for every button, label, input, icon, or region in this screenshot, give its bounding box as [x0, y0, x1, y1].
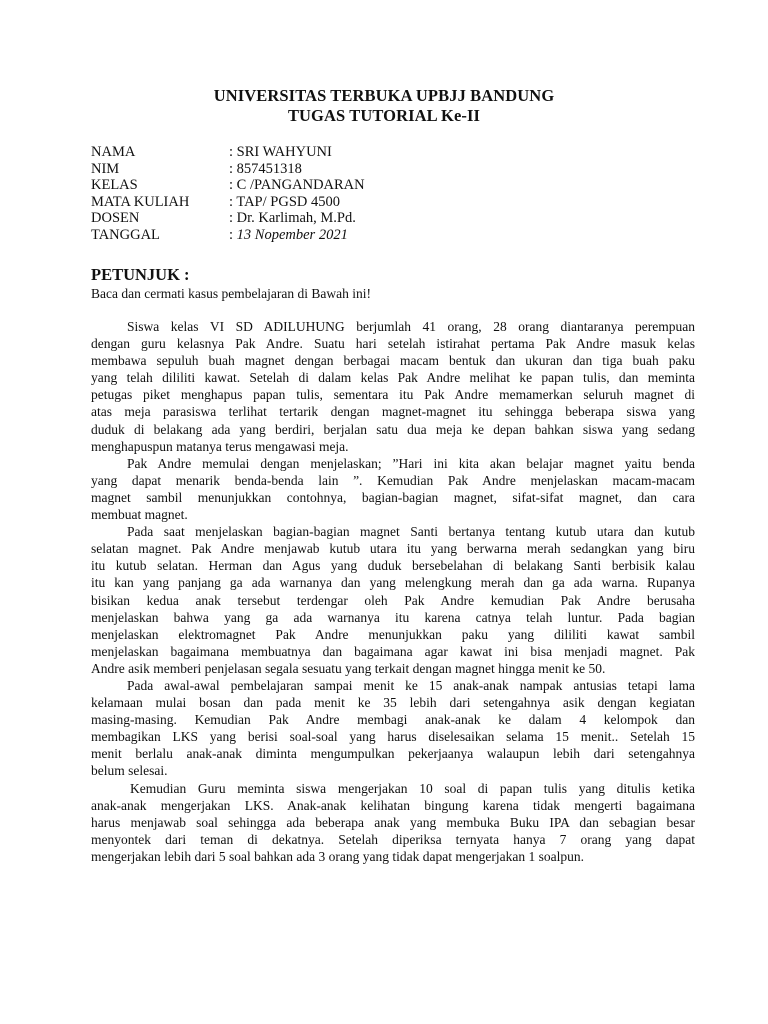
text-line: belum selesai. [91, 763, 168, 779]
text-line: menjelaskan bahwa yang ga ada warnanya itu karena catnya telah luntur. Pada bagian [91, 609, 695, 625]
text-line: yang telah dililiti kawat. Setelah di dalam kelas Pak Andre melihat ke papan tulis, dan meminta [91, 370, 695, 386]
text-line: bisikan kedua anak tersebut terdengar oleh Pak Andre kemudian Pak Andre berusaha [91, 592, 695, 608]
text-line: Siswa kelas VI SD ADILUHUNG berjumlah 41 orang, 28 orang diantaranya perempuan [127, 319, 695, 334]
info-row-kelas [91, 177, 365, 194]
text-line: atas meja parasiswa terlihat tertarik dengan magnet-magnet itu sehingga beberapa siswa yang [91, 404, 695, 420]
text-line: Pada saat menjelaskan bagian-bagian magnet Santi bertanya tentang kutub utara dan kutub [127, 524, 695, 540]
text-line: Andre asik memberi penjelasan segala sesuatu yang terkait dengan magnet hingga menit ke 50. [91, 660, 606, 676]
info-value-prefix: : [229, 226, 237, 243]
text-line: Pada awal-awal pembelajaran sampai menit ke 15 anak-anak nampak antusias tetapi lama [127, 677, 695, 693]
text-line: dengan guru kelasnya Pak Andre. Suatu hari setelah istirahat pertama Pak Andre masuk kelas [91, 336, 695, 352]
text-line: membuat magnet. [91, 507, 188, 523]
text-line: duduk di belakang ada yang berdiri, berjalan satu dua meja ke depan bahkan siswa yang sedang [91, 421, 695, 437]
text-line: magnet sambil menunjukkan contohnya, bagian-bagian magnet, sifat-sifat magnet, dan cara [91, 489, 695, 505]
text-line: kelamaan mulai bosan dan pada menit ke 35 lebih dari setengahnya asik dengan kegiatan [91, 695, 695, 711]
petunjuk-text: Baca dan cermati kasus pembelajaran di Bawah ini! [91, 286, 372, 301]
text-line: menjelaskan elektromagnet Pak Andre menunjukkan paku yang dililiti kawat sambil [91, 626, 695, 642]
assignment-title: TUGAS TUTORIAL Ke-II [287, 106, 481, 125]
text-line: selatan magnet. Pak Andre menjawab kutub utara itu yang berwarna merah sedangkan yang biru [91, 541, 695, 557]
info-value: : C /PANGANDARAN [229, 177, 365, 194]
info-row-nama [91, 144, 365, 161]
info-label: MATA KULIAH [91, 193, 190, 210]
info-label: TANGGAL [91, 226, 160, 243]
info-value: : Dr. Karlimah, M.Pd. [229, 210, 356, 227]
text-line: menyontek dari teman di dekatnya. Setelah diperiksa ternyata hanya 7 orang yang dapat [91, 831, 695, 847]
text-line: menit berlalu anak-anak diminta mengumpulkan pekerjaanya walaupun lebih dari setengahnya [91, 746, 695, 762]
text-line: anak-anak mengerjakan LKS. Anak-anak kelihatan bingung karena tidak mengerti bagaimana [91, 797, 695, 813]
text-line: membagikan LKS yang berisi soal-soal yang harus diselesaikan selama 15 menit.. Setelah 15 [91, 729, 695, 745]
text-line: menghapuspun matanya terus mengawasi meja. [91, 438, 349, 454]
student-info [91, 144, 365, 244]
text-line: masing-masing. Kemudian Pak Andre membagi anak-anak ke dalam 4 kelompok dan [91, 712, 695, 728]
info-row-dosen [91, 210, 365, 227]
info-label: DOSEN [91, 210, 140, 227]
info-value: : TAP/ PGSD 4500 [229, 193, 340, 210]
info-row-mata-kuliah [91, 194, 365, 211]
text-line: harus menjawab soal sehingga ada beberapa anak yang membuka Buku IPA dan sebagian besar [91, 814, 695, 830]
text-line: yang dapat menarik benda-benda lain ”. Kemudian Pak Andre menjelaskan macam-macam [91, 472, 695, 488]
text-line: membawa sepuluh buah magnet dengan berbagai macam bentuk dan ukuran dan tiga buah paku [91, 353, 695, 369]
case-study-text [91, 318, 695, 865]
info-row-tanggal [91, 227, 365, 244]
text-line: itu kan yang panjang ga ada warnanya dan yang melengkung merah dan ga ada warna. Rupanya [91, 575, 695, 591]
text-line: menjelaskan bagaimana membuatnya dan bagaimana agar kawat ini bisa menjadi magnet. Pak [91, 643, 695, 659]
text-line: mengerjakan lebih dari 5 soal bahkan ada 3 orang yang tidak dapat mengerjakan 1 soalpun. [91, 848, 584, 864]
text-line: Pak Andre memulai dengan menjelaskan; ”Hari ini kita akan belajar magnet yaitu benda [127, 455, 695, 471]
info-value: : SRI WAHYUNI [229, 144, 332, 160]
info-label: NIM [91, 160, 120, 177]
info-label: KELAS [91, 177, 138, 194]
info-row-nim [91, 161, 365, 178]
university-title: UNIVERSITAS TERBUKA UPBJJ BANDUNG [213, 86, 555, 105]
info-value: : 857451318 [229, 160, 302, 177]
text-line: petugas piket menghapus papan tulis, sementara itu Pak Andre memamerkan seluruh magnet di [91, 387, 695, 403]
text-line: itu kutub selatan. Herman dan Agus yang duduk bersebelahan di belakang Santi berbisik kalau [91, 558, 695, 574]
text-line: Kemudian Guru meminta siswa mengerjakan 10 soal di papan tulis yang ditulis ketika [130, 780, 695, 796]
info-value-date: 13 Nopember 2021 [236, 226, 348, 243]
petunjuk-heading: PETUNJUK : [91, 265, 190, 284]
info-label: NAMA [91, 144, 136, 160]
